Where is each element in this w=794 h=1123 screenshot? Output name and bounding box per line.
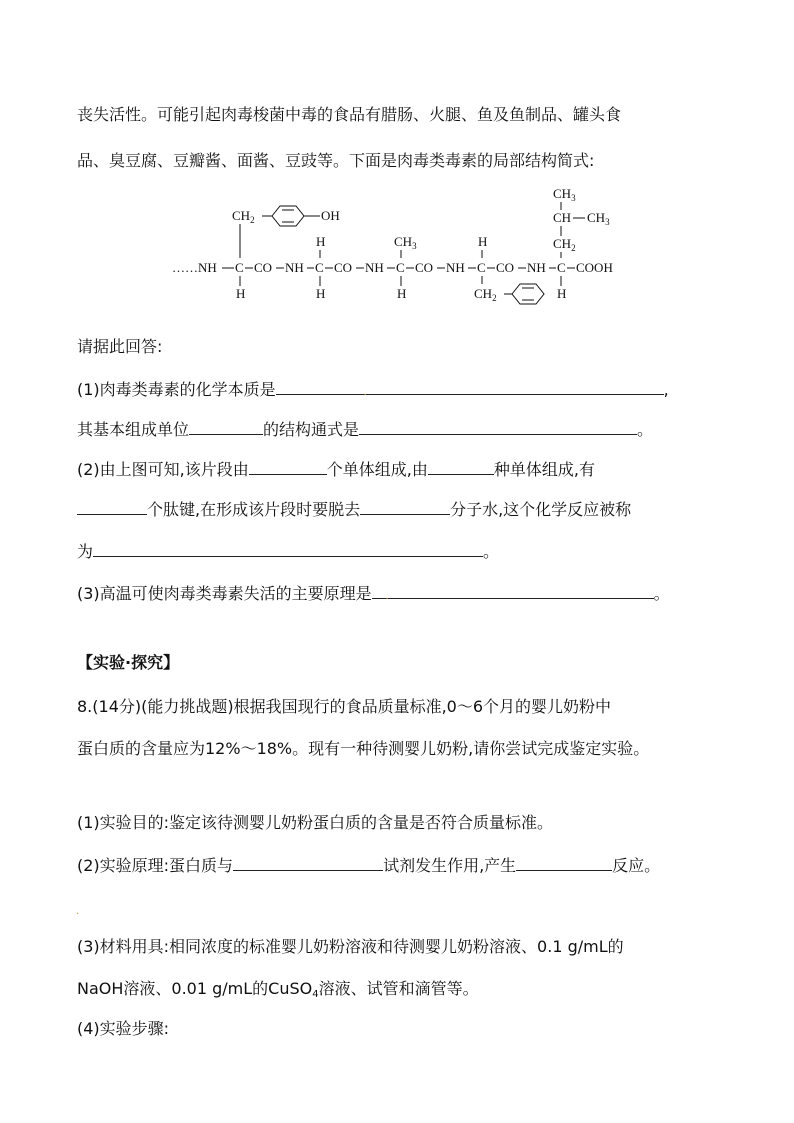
question-1-line-1: (1)肉毒类毒素的化学本质是 . , bbox=[77, 380, 669, 399]
answer-blank-3-1[interactable]: . bbox=[372, 582, 654, 599]
backbone-c-1: C bbox=[235, 260, 244, 275]
intro-line-2: 品、臭豆腐、豆瓣酱、面酱、豆豉等。下面是肉毒类毒素的局部结构简式: bbox=[77, 151, 595, 170]
question-2-line-2: 个肽键,在形成该片段时要脱去 分子水,这个化学反应被称 bbox=[77, 498, 631, 521]
r3-ch3: $CH_3$ bbox=[394, 234, 417, 251]
answer-blank-8-1[interactable] bbox=[233, 854, 383, 871]
answer-blank-2-5[interactable] bbox=[93, 540, 483, 557]
backbone-nh-1: NH bbox=[285, 260, 304, 275]
question-2-line-3: 为 。 bbox=[77, 542, 500, 561]
question-2-line-1: (2)由上图可知,该片段由 个单体组成,由 种单体组成,有 bbox=[77, 460, 595, 479]
backbone-nh-4: NH bbox=[527, 260, 546, 275]
materials-line-2: NaOH溶液、0.01 g/mL的CuSO4溶液、试管和滴管等。 bbox=[77, 979, 479, 1000]
answer-blank-2-4[interactable] bbox=[360, 498, 450, 515]
experiment-purpose: (1)实验目的:鉴定该待测婴儿奶粉蛋白质的含量是否符合质量标准。 bbox=[77, 813, 554, 832]
prompt-text: 请据此回答: bbox=[77, 337, 163, 356]
materials-line-1: (3)材料用具:相同浓度的标准婴儿奶粉溶液和待测婴儿奶粉溶液、0.1 g/mL的 bbox=[77, 937, 624, 956]
r1-oh: OH bbox=[321, 208, 340, 223]
r5-ch3-right: $CH_3$ bbox=[587, 210, 610, 227]
backbone-c-5: C bbox=[557, 260, 566, 275]
backbone-c-2: C bbox=[315, 260, 324, 275]
backbone-nh-2: NH bbox=[365, 260, 384, 275]
intro-line-1: 丧失活性。可能引起肉毒梭菌中毒的食品有腊肠、火腿、鱼及鱼制品、罐头食 bbox=[77, 105, 622, 124]
stray-mark: . bbox=[76, 906, 80, 917]
r5-ch: CH bbox=[553, 210, 572, 225]
answer-blank-1-1[interactable]: . bbox=[276, 378, 664, 395]
answer-blank-1-3[interactable] bbox=[359, 418, 637, 435]
backbone-co-3: CO bbox=[415, 260, 434, 275]
backbone-co-1: CO bbox=[254, 260, 273, 275]
question-8-line-1: 8.(14分)(能力挑战题)根据我国现行的食品质量标准,0～6个月的婴儿奶粉中 bbox=[77, 697, 612, 716]
backbone-c-4: C bbox=[477, 260, 486, 275]
question-3-line: (3)高温可使肉毒类毒素失活的主要原理是 . 。 bbox=[77, 584, 670, 603]
r5-h-bottom: H bbox=[557, 286, 567, 301]
answer-blank-1-2[interactable] bbox=[189, 418, 263, 435]
backbone-nh-3: NH bbox=[446, 260, 465, 275]
answer-blank-2-1[interactable] bbox=[249, 458, 327, 475]
r1-h-bottom: H bbox=[236, 286, 246, 301]
r4-ch2: $CH_2$ bbox=[474, 286, 497, 303]
r1-ch2: $CH_2$ bbox=[232, 208, 255, 225]
r3-h-bottom: H bbox=[397, 286, 407, 301]
backbone-co-2: CO bbox=[334, 260, 353, 275]
r5-ch3-top: $CH_3$ bbox=[553, 186, 576, 203]
answer-blank-8-2[interactable] bbox=[516, 854, 612, 871]
section-heading: 【实验·探究】 bbox=[77, 653, 180, 672]
r2-h-bottom: H bbox=[316, 286, 326, 301]
r1-benzene-ring bbox=[272, 206, 304, 226]
answer-blank-2-3[interactable] bbox=[77, 498, 147, 515]
r5-ch2: $CH_2$ bbox=[553, 236, 576, 253]
answer-blank-2-2[interactable] bbox=[428, 458, 494, 475]
question-8-line-2: 蛋白质的含量应为12%～18%。现有一种待测婴儿奶粉,请你尝试完成鉴定实验。 bbox=[77, 739, 650, 758]
experiment-principle: (2)实验原理:蛋白质与 试剂发生作用,产生 反应。 bbox=[77, 856, 661, 875]
question-1-line-2: 其基本组成单位 的结构通式是 。 bbox=[77, 420, 654, 439]
r4-h-top: H bbox=[478, 234, 488, 249]
backbone-c-3: C bbox=[396, 260, 405, 275]
r4-benzene-ring bbox=[512, 284, 544, 304]
chain-start: ……NH bbox=[172, 260, 217, 275]
backbone-cooh: COOH bbox=[576, 260, 613, 275]
backbone-co-4: CO bbox=[496, 260, 515, 275]
experiment-steps: (4)实验步骤: bbox=[77, 1019, 170, 1038]
peptide-structure-diagram bbox=[0, 180, 794, 310]
r2-h-top: H bbox=[316, 234, 326, 249]
